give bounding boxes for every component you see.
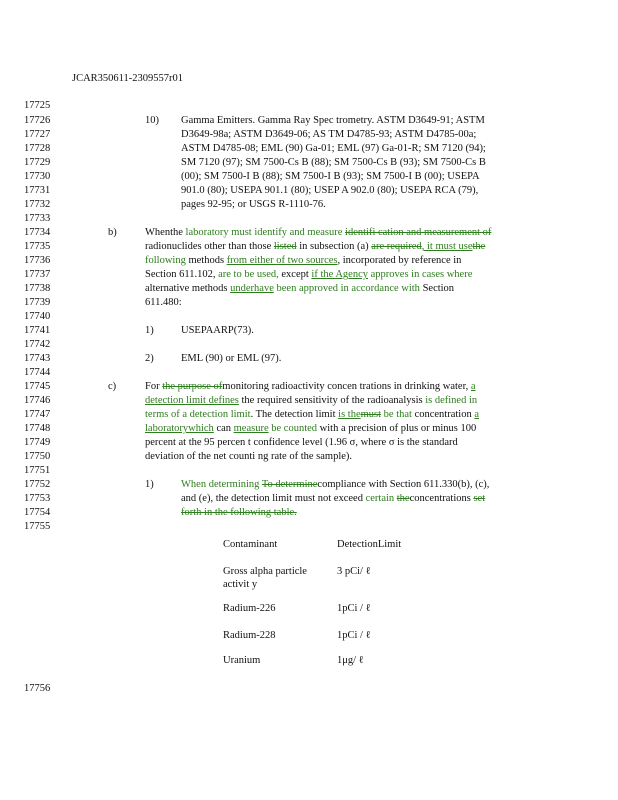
struck-text: To determine <box>261 479 318 490</box>
text: and (e), the detection limit must not exceed <box>181 493 363 504</box>
item-text-line: pages 92-95; or USGS R-1110-76. <box>181 199 326 210</box>
paragraph-line <box>145 409 479 420</box>
line-number: 17729 <box>24 157 51 168</box>
line-number: 17754 <box>24 507 51 518</box>
paragraph-line <box>145 283 454 294</box>
line-number: 17743 <box>24 353 51 364</box>
table-header-contaminant: Contaminant <box>223 539 278 550</box>
inserted-text: laboratory must identify and measure <box>185 227 343 238</box>
inserted-text: been approved in accordance with <box>276 283 420 294</box>
inserted-text: be that <box>383 409 412 420</box>
text: compliance with Section 611.330(b), (c), <box>317 479 490 490</box>
paragraph-line <box>181 507 297 518</box>
line-number: 17745 <box>24 381 51 392</box>
item-text-line: ASTM D4785-08; EML (90) Ga-01; EML (97) Ga-01-R; SM 7120 (94); <box>181 143 486 154</box>
line-number: 17728 <box>24 143 51 154</box>
text: Section 611.102, <box>145 269 216 280</box>
text: . The detection limit <box>250 409 336 420</box>
paragraph-line <box>145 255 461 266</box>
line-number: 17744 <box>24 367 51 378</box>
text: , incorporated by reference in <box>337 255 462 266</box>
struck-text: . <box>294 507 297 518</box>
struck-text: forth in the following table <box>181 507 295 518</box>
struck-text: the purpose of <box>162 381 223 392</box>
inserted-text: terms of a detection limit <box>145 409 251 420</box>
inserted-text: are to be used, <box>218 269 279 280</box>
line-number: 17738 <box>24 283 51 294</box>
table-cell-limit: 1pCi / ℓ <box>337 630 371 641</box>
document-id-header: JCAR350611-2309557r01 <box>72 73 184 84</box>
text: radionuclides other than those <box>145 241 272 252</box>
inserted-text: from either of two sources <box>226 255 338 266</box>
line-number: 17732 <box>24 199 51 210</box>
inserted-text: if the Agency <box>311 269 368 280</box>
item-number: 1) <box>145 325 154 336</box>
inserted-text: detection limit defines <box>145 395 239 406</box>
method-text: USEPAARP(73). <box>181 325 254 336</box>
table-cell-limit: 1pCi / ℓ <box>337 603 371 614</box>
line-number: 17748 <box>24 423 51 434</box>
line-number: 17737 <box>24 269 51 280</box>
item-number: 1) <box>145 479 154 490</box>
struck-text: must <box>360 409 382 420</box>
text: with a precision of plus or minus 100 <box>319 423 477 434</box>
line-number: 17746 <box>24 395 51 406</box>
paragraph-line <box>145 381 476 392</box>
inserted-text: following <box>145 255 186 266</box>
paragraph-line <box>145 395 477 406</box>
inserted-text: a <box>474 409 480 420</box>
paragraph-line <box>145 269 472 280</box>
text: methods <box>188 255 225 266</box>
text: the required sensitivity of the radioanalysis <box>241 395 423 406</box>
table-cell-contaminant: activit y <box>223 579 258 590</box>
text: For <box>145 381 160 392</box>
inserted-text: be counted <box>271 423 318 434</box>
line-number: 17725 <box>24 100 51 111</box>
line-number: 17736 <box>24 255 51 266</box>
struck-text: listed <box>273 241 297 252</box>
line-number: 17750 <box>24 451 51 462</box>
line-number: 17753 <box>24 493 51 504</box>
inserted-text: , it must use <box>421 241 473 252</box>
line-number: 17731 <box>24 185 51 196</box>
line-number: 17730 <box>24 171 51 182</box>
text: concentrations <box>409 493 471 504</box>
item-text-line: (00); SM 7500-I B (88); SM 7500-I B (93); SM 7500-I B (00); USEPA <box>181 171 480 182</box>
inserted-text: certain <box>365 493 395 504</box>
line-number: 17741 <box>24 325 51 336</box>
line-number: 17755 <box>24 521 51 532</box>
line-number: 17739 <box>24 297 51 308</box>
line-number: 17735 <box>24 241 51 252</box>
inserted-text: measure <box>233 423 269 434</box>
text: Section <box>422 283 455 294</box>
paragraph-line <box>145 423 476 434</box>
line-number: 17756 <box>24 683 51 694</box>
item-number: 2) <box>145 353 154 364</box>
line-number: 17726 <box>24 115 51 126</box>
line-number: 17747 <box>24 409 51 420</box>
item-text-line: SM 7120 (97); SM 7500-Cs B (88); SM 7500-Cs B (93); SM 7500-Cs B <box>181 157 486 168</box>
item-number: 10) <box>145 115 159 126</box>
text: monitoring radioactivity concen trations in drinking water, <box>222 381 469 392</box>
item-text-line: 901.0 (80); USEPA 901.1 (80); USEP A 902.0 (80); USEPA RCA (79), <box>181 185 479 196</box>
line-number: 17742 <box>24 339 51 350</box>
text: in subsection (a) <box>299 241 369 252</box>
line-number: 17740 <box>24 311 51 322</box>
paragraph-label: c) <box>108 381 117 392</box>
paragraph-line <box>145 241 485 252</box>
text: except <box>281 269 309 280</box>
table-cell-limit: 1μg/ ℓ <box>337 655 364 666</box>
inserted-text: is defined in <box>425 395 478 406</box>
inserted-text: approves in cases where <box>370 269 473 280</box>
inserted-text: When determining <box>181 479 260 490</box>
table-cell-contaminant: Gross alpha particle <box>223 566 307 577</box>
inserted-text: laboratorywhich <box>145 423 214 434</box>
paragraph-line: 611.480: <box>145 297 182 308</box>
line-number: 17751 <box>24 465 51 476</box>
paragraph-line: deviation of the net counti ng rate of the sample). <box>145 451 353 462</box>
table-header-detection-limit: DetectionLimit <box>337 539 402 550</box>
line-number: 17733 <box>24 213 51 224</box>
line-number: 17752 <box>24 479 51 490</box>
paragraph-label: b) <box>108 227 117 238</box>
struck-text: the <box>396 493 410 504</box>
line-number: 17749 <box>24 437 51 448</box>
paragraph-line <box>181 493 485 504</box>
table-cell-limit: 3 pCi/ ℓ <box>337 566 371 577</box>
table-cell-contaminant: Uranium <box>223 655 261 666</box>
text: Whenthe <box>145 227 183 238</box>
method-text: EML (90) or EML (97). <box>181 353 282 364</box>
table-cell-contaminant: Radium-226 <box>223 603 276 614</box>
inserted-text: underhave <box>230 283 274 294</box>
item-text-line: Gamma Emitters. Gamma Ray Spec trometry. ASTM D3649-91; ASTM <box>181 115 485 126</box>
inserted-text: is the <box>338 409 361 420</box>
line-number: 17734 <box>24 227 51 238</box>
table-cell-contaminant: Radium-228 <box>223 630 276 641</box>
struck-text: identifi cation and measurement of <box>345 227 492 238</box>
paragraph-line <box>181 479 489 490</box>
text: concentration <box>414 409 472 420</box>
item-text-line: D3649-98a; ASTM D3649-06; AS TM D4785-93; ASTM D4785-00a; <box>181 129 477 140</box>
text: can <box>216 423 232 434</box>
struck-text: set <box>473 493 486 504</box>
text: alternative methods <box>145 283 228 294</box>
paragraph-line: percent at the 95 percen t confidence level (1.96 σ, where σ is the standard <box>145 437 458 448</box>
paragraph-line <box>145 227 491 238</box>
struck-text: the <box>472 241 486 252</box>
line-number: 17727 <box>24 129 51 140</box>
struck-text: are required <box>371 241 422 252</box>
inserted-text: a <box>470 381 476 392</box>
